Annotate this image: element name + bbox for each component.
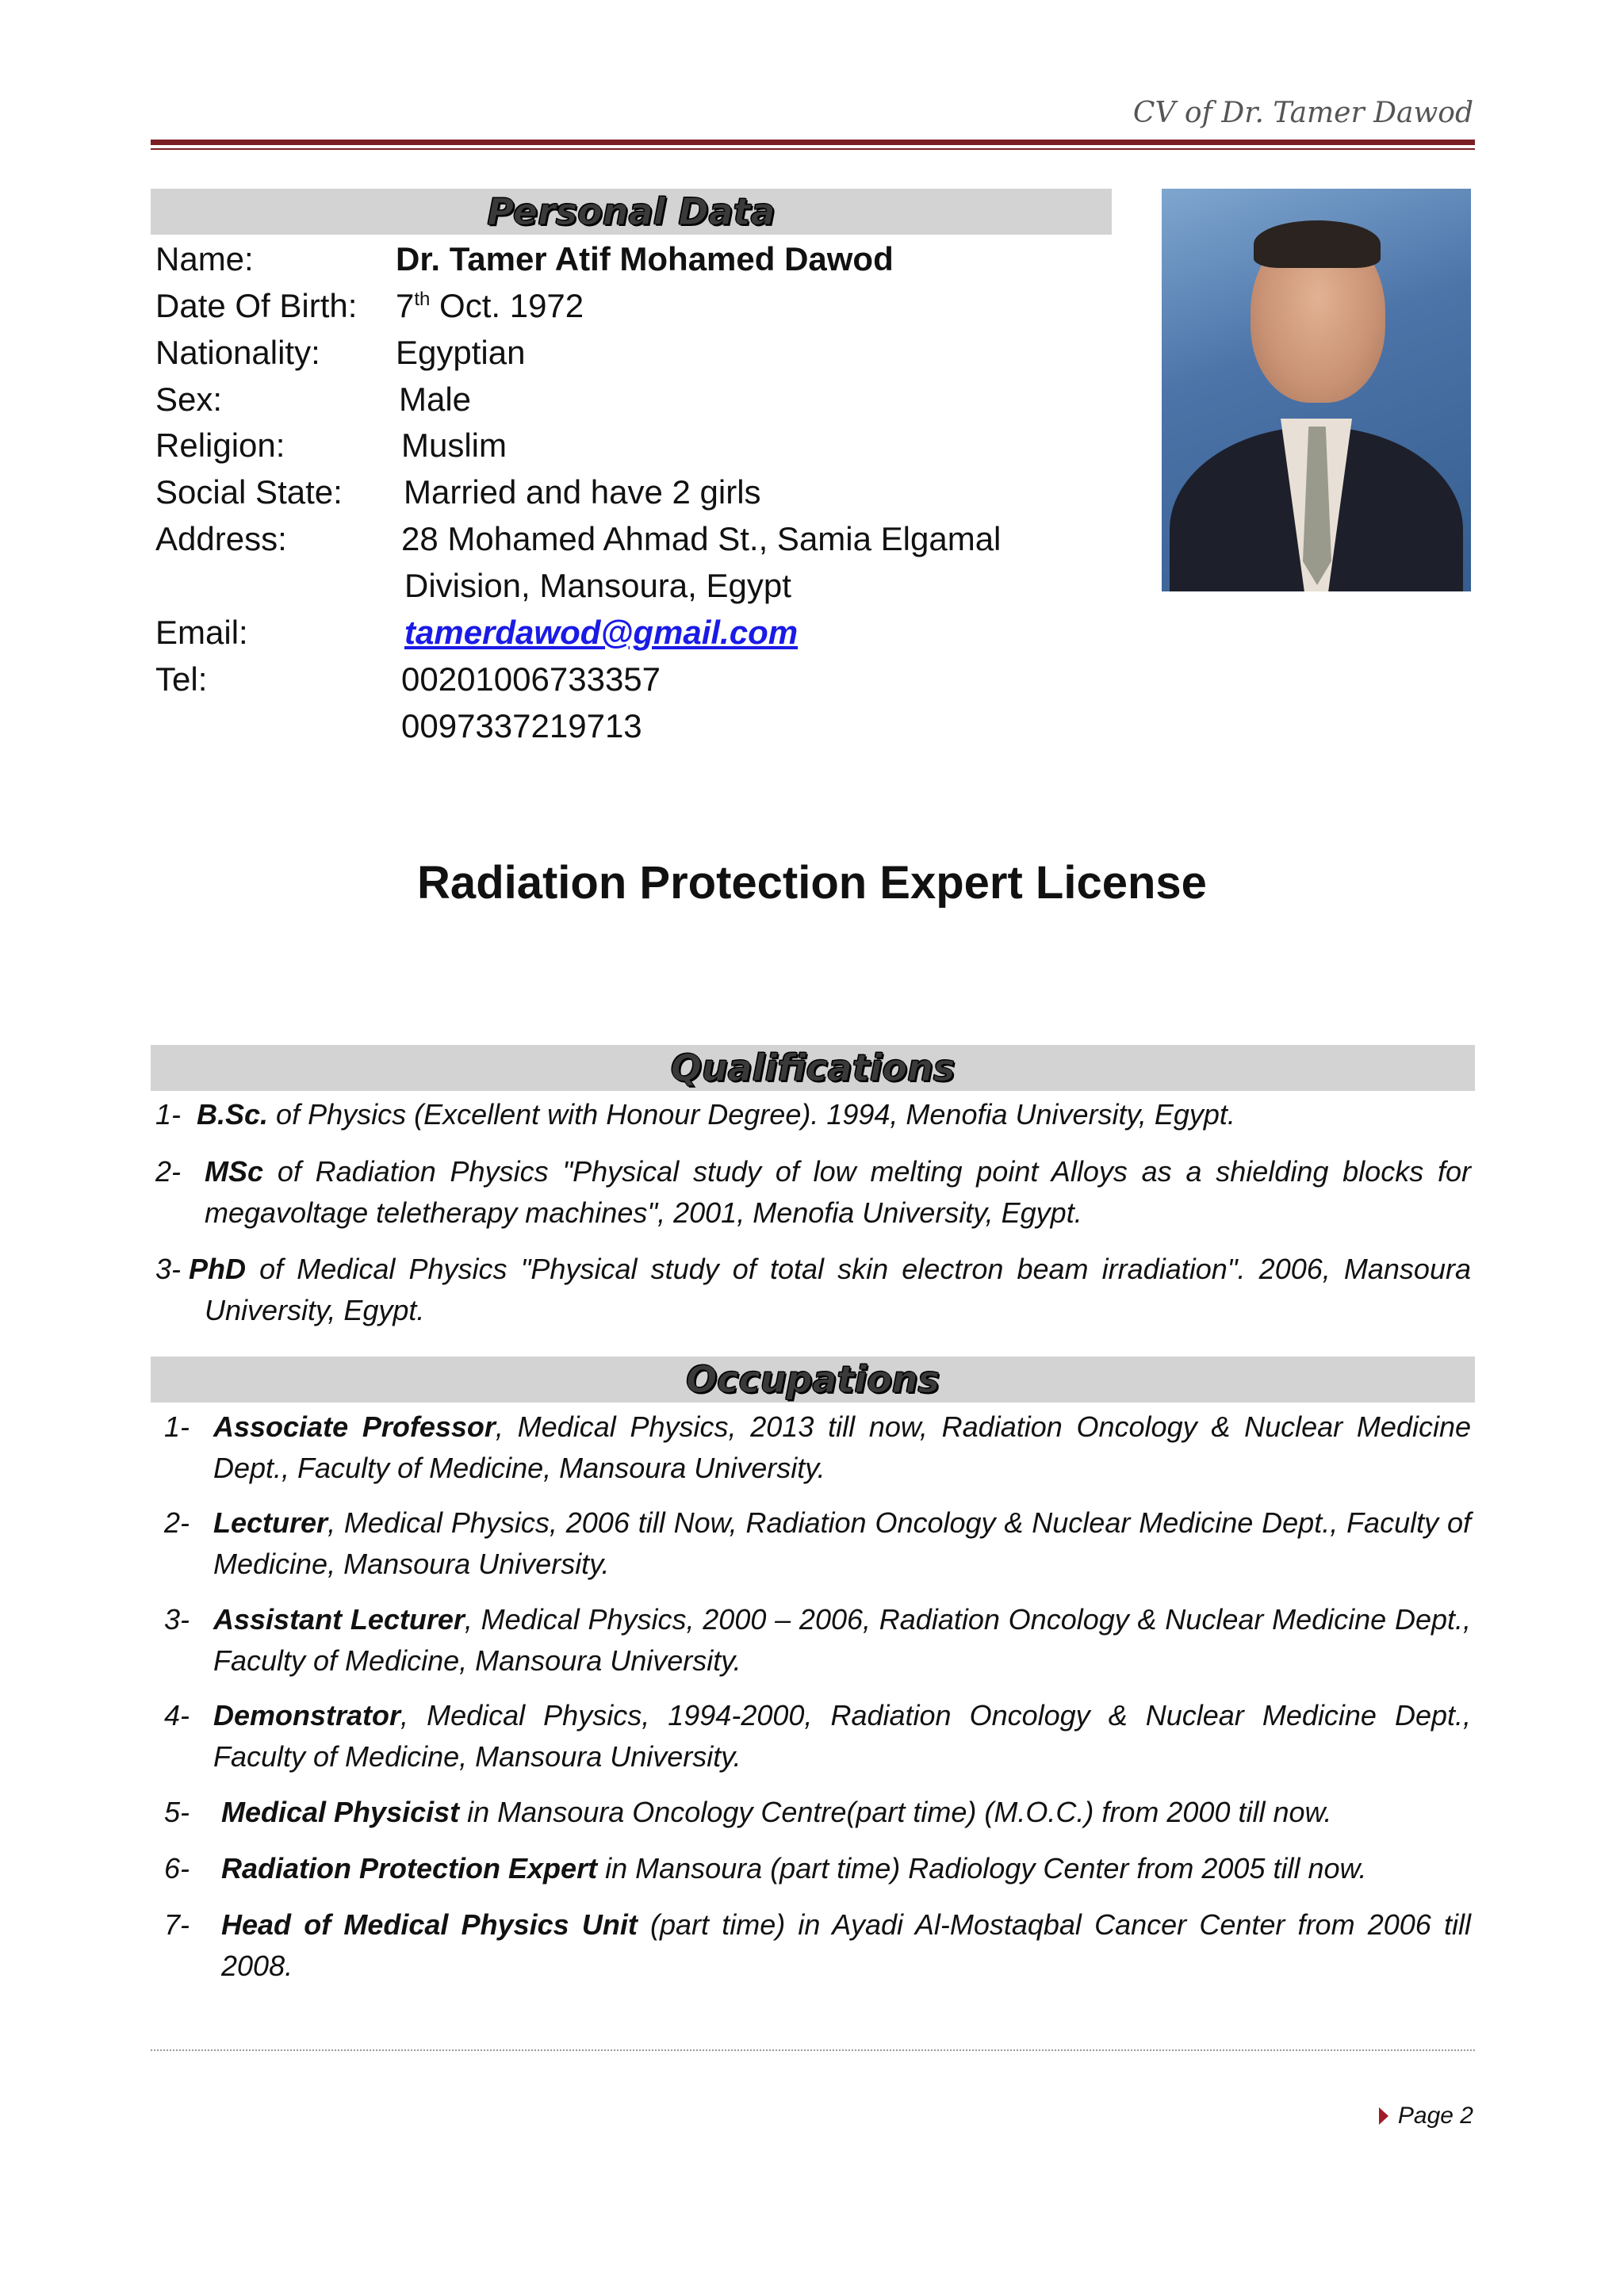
name-value: Dr. Tamer Atif Mohamed Dawod	[396, 240, 894, 277]
header-rule-thin	[151, 148, 1475, 150]
address-line-1: 28 Mohamed Ahmad St., Samia Elgamal	[401, 520, 1002, 557]
religion-value: Muslim	[401, 427, 507, 464]
qualification-item: 2- MSc of Radiation Physics "Physical study of low melting point Alloys as a shielding blocks for megavoltage teletherapy machines", 2001, Menofia University, Egypt.	[155, 1155, 1471, 1229]
qualifications-title: Qualifications	[670, 1047, 956, 1089]
sex-label: Sex:	[155, 381, 223, 418]
occupation-item: 6- Radiation Protection Expert in Mansoura (part time) Radiology Center from 2005 till now.	[164, 1852, 1367, 1885]
social-state-value: Married and have 2 girls	[404, 473, 761, 511]
qualification-item: 3- PhD of Medical Physics "Physical study of total skin electron beam irradiation". 2006, Mansoura University, Egypt.	[155, 1253, 1471, 1326]
dob-value: 7th Oct. 1972	[396, 287, 584, 324]
footer-rule	[151, 2049, 1475, 2051]
email-link[interactable]: tamerdawod@gmail.com	[404, 614, 799, 651]
tel-value-1: 00201006733357	[401, 660, 661, 698]
occupation-item: 4- Demonstrator, Medical Physics, 1994-2000, Radiation Oncology & Nuclear Medicine Dept., Faculty of Medicine, Mansoura University.	[164, 1699, 1471, 1773]
occupation-item: 1- Associate Professor, Medical Physics, 2013 till now, Radiation Oncology & Nuclear Medicine Dept., Faculty of Medicine, Mansoura University.	[164, 1410, 1471, 1484]
qualifications-heading	[151, 1045, 1475, 1091]
triangle-bullet-icon	[1379, 2107, 1388, 2125]
header-rule	[151, 140, 1475, 145]
qualification-item: 1- B.Sc. of Physics (Excellent with Honour Degree). 1994, Menofia University, Egypt.	[155, 1098, 1235, 1131]
dob-label: Date Of Birth:	[155, 287, 358, 324]
occupation-item: 3- Assistant Lecturer, Medical Physics, 2000 – 2006, Radiation Oncology & Nuclear Medicine Dept., Faculty of Medicine, Mansoura University.	[164, 1603, 1472, 1677]
religion-label: Religion:	[155, 427, 285, 464]
social-state-label: Social State:	[155, 473, 343, 511]
occupation-item: 2- Lecturer, Medical Physics, 2006 till Now, Radiation Oncology & Nuclear Medicine Dept., Faculty of Medicine, Mansoura University.	[164, 1506, 1471, 1580]
nationality-value: Egyptian	[396, 334, 526, 371]
name-label: Name:	[155, 240, 254, 277]
personal-data-title: Personal Data	[487, 190, 776, 233]
tel-label: Tel:	[155, 660, 208, 698]
occupation-item: 5- Medical Physicist in Mansoura Oncology Centre(part time) (M.O.C.) from 2000 till now.	[164, 1796, 1332, 1828]
license-title: Radiation Protection Expert License	[417, 857, 1207, 909]
tel-value-2: 0097337219713	[401, 707, 642, 744]
page-number-label: Page 2	[1397, 2103, 1473, 2129]
email-label: Email:	[155, 614, 248, 651]
nationality-label: Nationality:	[155, 334, 320, 371]
occupations-title: Occupations	[686, 1358, 940, 1401]
profile-photo	[1162, 189, 1471, 591]
occupation-item: 7- Head of Medical Physics Unit (part time) in Ayadi Al-Mostaqbal Cancer Center from 2006 till 2008.	[164, 1908, 1471, 1982]
address-label: Address:	[155, 520, 287, 557]
running-header: CV of Dr. Tamer Dawod	[1132, 97, 1473, 129]
address-line-2: Division, Mansoura, Egypt	[404, 567, 791, 604]
page-number	[1379, 2103, 1473, 2130]
occupations-heading	[151, 1357, 1475, 1402]
personal-data-heading	[151, 189, 1112, 235]
sex-value: Male	[399, 381, 472, 418]
